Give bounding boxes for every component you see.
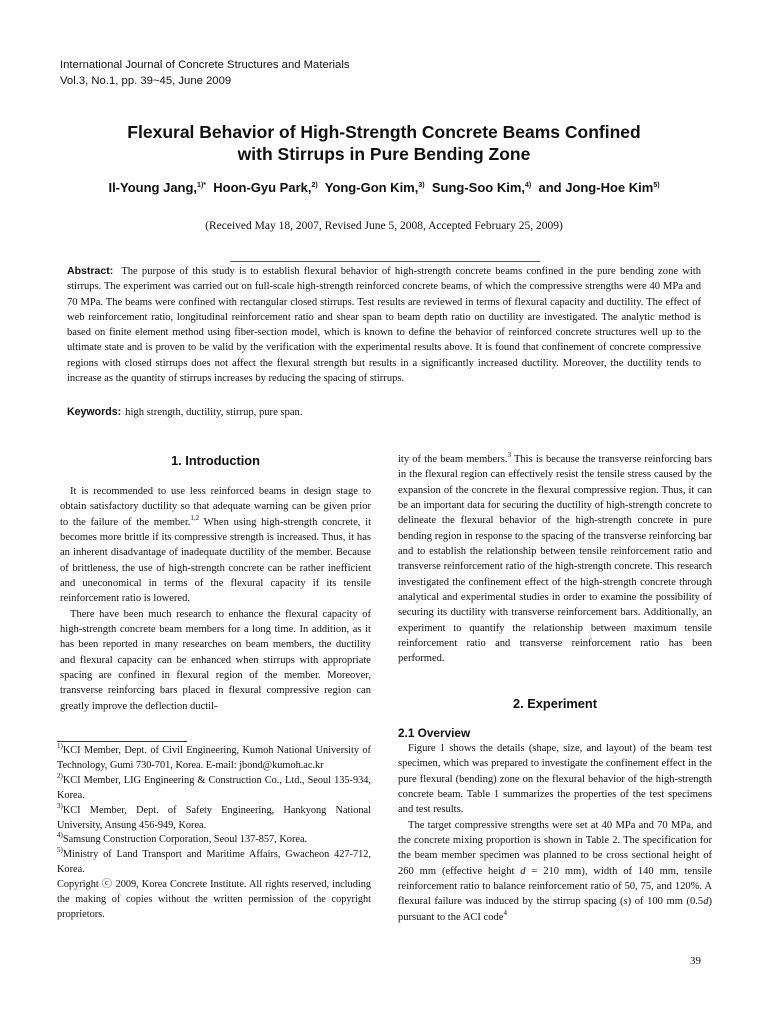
section-heading-experiment: 2. Experiment <box>513 696 597 711</box>
footnote: $^{1)}$KCI Member, Dept. of Civil Engineering, Kumoh National University of Technology, Gumi 730-701, Korea. E-mail: jbond@kumoh.ac.kr <box>57 742 371 771</box>
footnote: $^{2)}$KCI Member, LIG Engineering & Construction Co., Ltd., Seoul 135-934, Korea. <box>57 771 371 801</box>
footnote-divider <box>57 741 187 742</box>
keywords <box>67 406 701 418</box>
introduction-body-left <box>60 484 371 714</box>
author: Yong-Gon Kim,$^{3)}$ <box>324 180 425 195</box>
footnote: $^{3)}$KCI Member, Dept. of Safety Engineering, Hankyong National University, Ansung 456-949, Korea. <box>57 801 371 831</box>
paragraph: There have been much research to enhance the flexural capacity of high-strength concrete beam members for a long time. In addition, as it has been reported in many researches on beam members, the ductility and flexural capacity can be enhanced when stirrups with appropriate spacing are confined in flexural region of the member. Moreover, transverse reinforcing bars placed in flexural compressive region can greatly improve the deflection ductil- <box>60 608 371 712</box>
abstract-label: Abstract: <box>67 265 114 277</box>
footnote: $^{5)}$Ministry of Land Transport and Maritime Affairs, Gwacheon 427-712, Korea. <box>57 846 371 876</box>
paragraph: ity of the beam members.$^3$ This is because the transverse reinforcing bars in the flexural region can effectively resist the tensile stress caused by the expansion of the concrete in the flexural compressive region. Thus, it can be an important data for securing the ductility of high-strength concrete to delineate the flexural behavior of the high-strength concrete in pure bending region in response to the spacing of the transverse reinforcing bar and to establish the relationship between tensile reinforcement ratio and transverse reinforcement ratio of the high-strength concrete. This research investigated the confinement effect of the high-strength concrete through analytical and experimental studies in order to examine the possibility of securing its ductility with transverse reinforcement bars. Additionally, an experiment to quantify the relationship between maximum tensile reinforcement ratio and transverse reinforcement ratio has been performed. <box>398 451 712 665</box>
subsection-heading-overview: 2.1 Overview <box>398 726 471 740</box>
footnotes <box>57 744 371 923</box>
copyright-notice: Copyright ⓒ 2009, Korea Concrete Institute. All rights reserved, including the making of copies without the written permission of the copyright proprietors. <box>57 879 371 920</box>
author: Hoon-Gyu Park,$^{2)}$ <box>213 180 318 195</box>
abstract <box>67 264 701 386</box>
introduction-body-right <box>398 452 712 667</box>
journal-volume: Vol.3, No.1, pp. 39~45, June 2009 <box>60 75 232 87</box>
received-dates: (Received May 18, 2007, Revised June 5, 2008, Accepted February 25, 2009) <box>205 220 563 232</box>
title-divider <box>230 261 540 262</box>
title-line-1: Flexural Behavior of High-Strength Concrete Beams Confined <box>127 122 641 142</box>
paper-title <box>60 121 708 165</box>
author: and Jong-Hoe Kim$^{5)}$ <box>538 180 660 195</box>
page-number: 39 <box>690 955 701 967</box>
title-line-2: with Stirrups in Pure Bending Zone <box>237 144 531 164</box>
author: Il-Young Jang,$^{1)*}$ <box>108 180 206 195</box>
journal-name: International Journal of Concrete Structures and Materials <box>60 59 350 71</box>
paragraph: Figure 1 shows the details (shape, size, and layout) of the beam test specimen, which was prepared to investigate the confinement effect in the pure flexural (bending) zone on the flexural behavior of the high-strength concrete beam. Table 1 summarizes the properties of the test specimens and test results. <box>398 743 712 816</box>
author-list <box>60 180 708 195</box>
paragraph: It is recommended to use less reinforced beams in design stage to obtain satisfactory ductility so that adequate warning can be given prior to the failure of the member.$^{1,2}$ When using high-strength concrete, it becomes more brittle if its compressive strength is increased. Thus, it has an inherent disadvantage of inadequate ductility of the member. Because of brittleness, the use of high-strength concrete can be rather inefficient and uneconomical in terms of the flexural capacity if its tensile reinforcement ratio is lowered. <box>60 486 371 605</box>
section-heading-introduction: 1. Introduction <box>171 453 260 468</box>
experiment-body <box>398 741 712 925</box>
abstract-text: The purpose of this study is to establish flexural behavior of high-strength concrete beams confined in the pure bending zone with stirrups. The experiment was carried out on full-scale high-strength reinforced concrete beams, of which the compressive strengths were 40 MPa and 70 MPa. The beams were confined with rectangular closed stirrups. Test results are reviewed in terms of flexural capacity and ductility. The effect of web reinforcement ratio, longitudinal reinforcement ratio and shear span to beam depth ratio on ductility are investigated. The analytic method is based on finite element method using fiber-section model, which is known to define the behavior of reinforced concrete structures well up to the ultimate state and is proven to be valid by the verification with the experimental results above. It is found that confinement of concrete compressive regions with closed stirrups does not affect the flexural strength but results in a significantly increased ductility. Moreover, the ductility tends to increase as the quantity of stirrups increases by reducing the spacing of stirrups. <box>67 266 701 385</box>
keywords-label: Keywords: <box>67 406 122 418</box>
paragraph: The target compressive strengths were set at 40 MPa and 70 MPa, and the concrete mixing proportion is shown in Table 2. The specification for the beam member specimen was planned to be cross sectional height of 260 mm (effective height d = 210 mm), width of 140 mm, tensile reinforcement ratio to balance reinforcement ratio of 50, 75, and 120%. A flexural failure was induced by the stirrup spacing (s) of 100 mm (0.5d) pursuant to the ACI code$^4$ <box>398 819 713 923</box>
footnote: $^{4)}$Samsung Construction Corporation, Seoul 137-857, Korea. <box>57 831 308 846</box>
journal-header <box>60 57 349 89</box>
keywords-text: high strength, ductility, stirrup, pure span. <box>125 407 303 418</box>
author: Sung-Soo Kim,$^{4)}$ <box>431 180 532 195</box>
